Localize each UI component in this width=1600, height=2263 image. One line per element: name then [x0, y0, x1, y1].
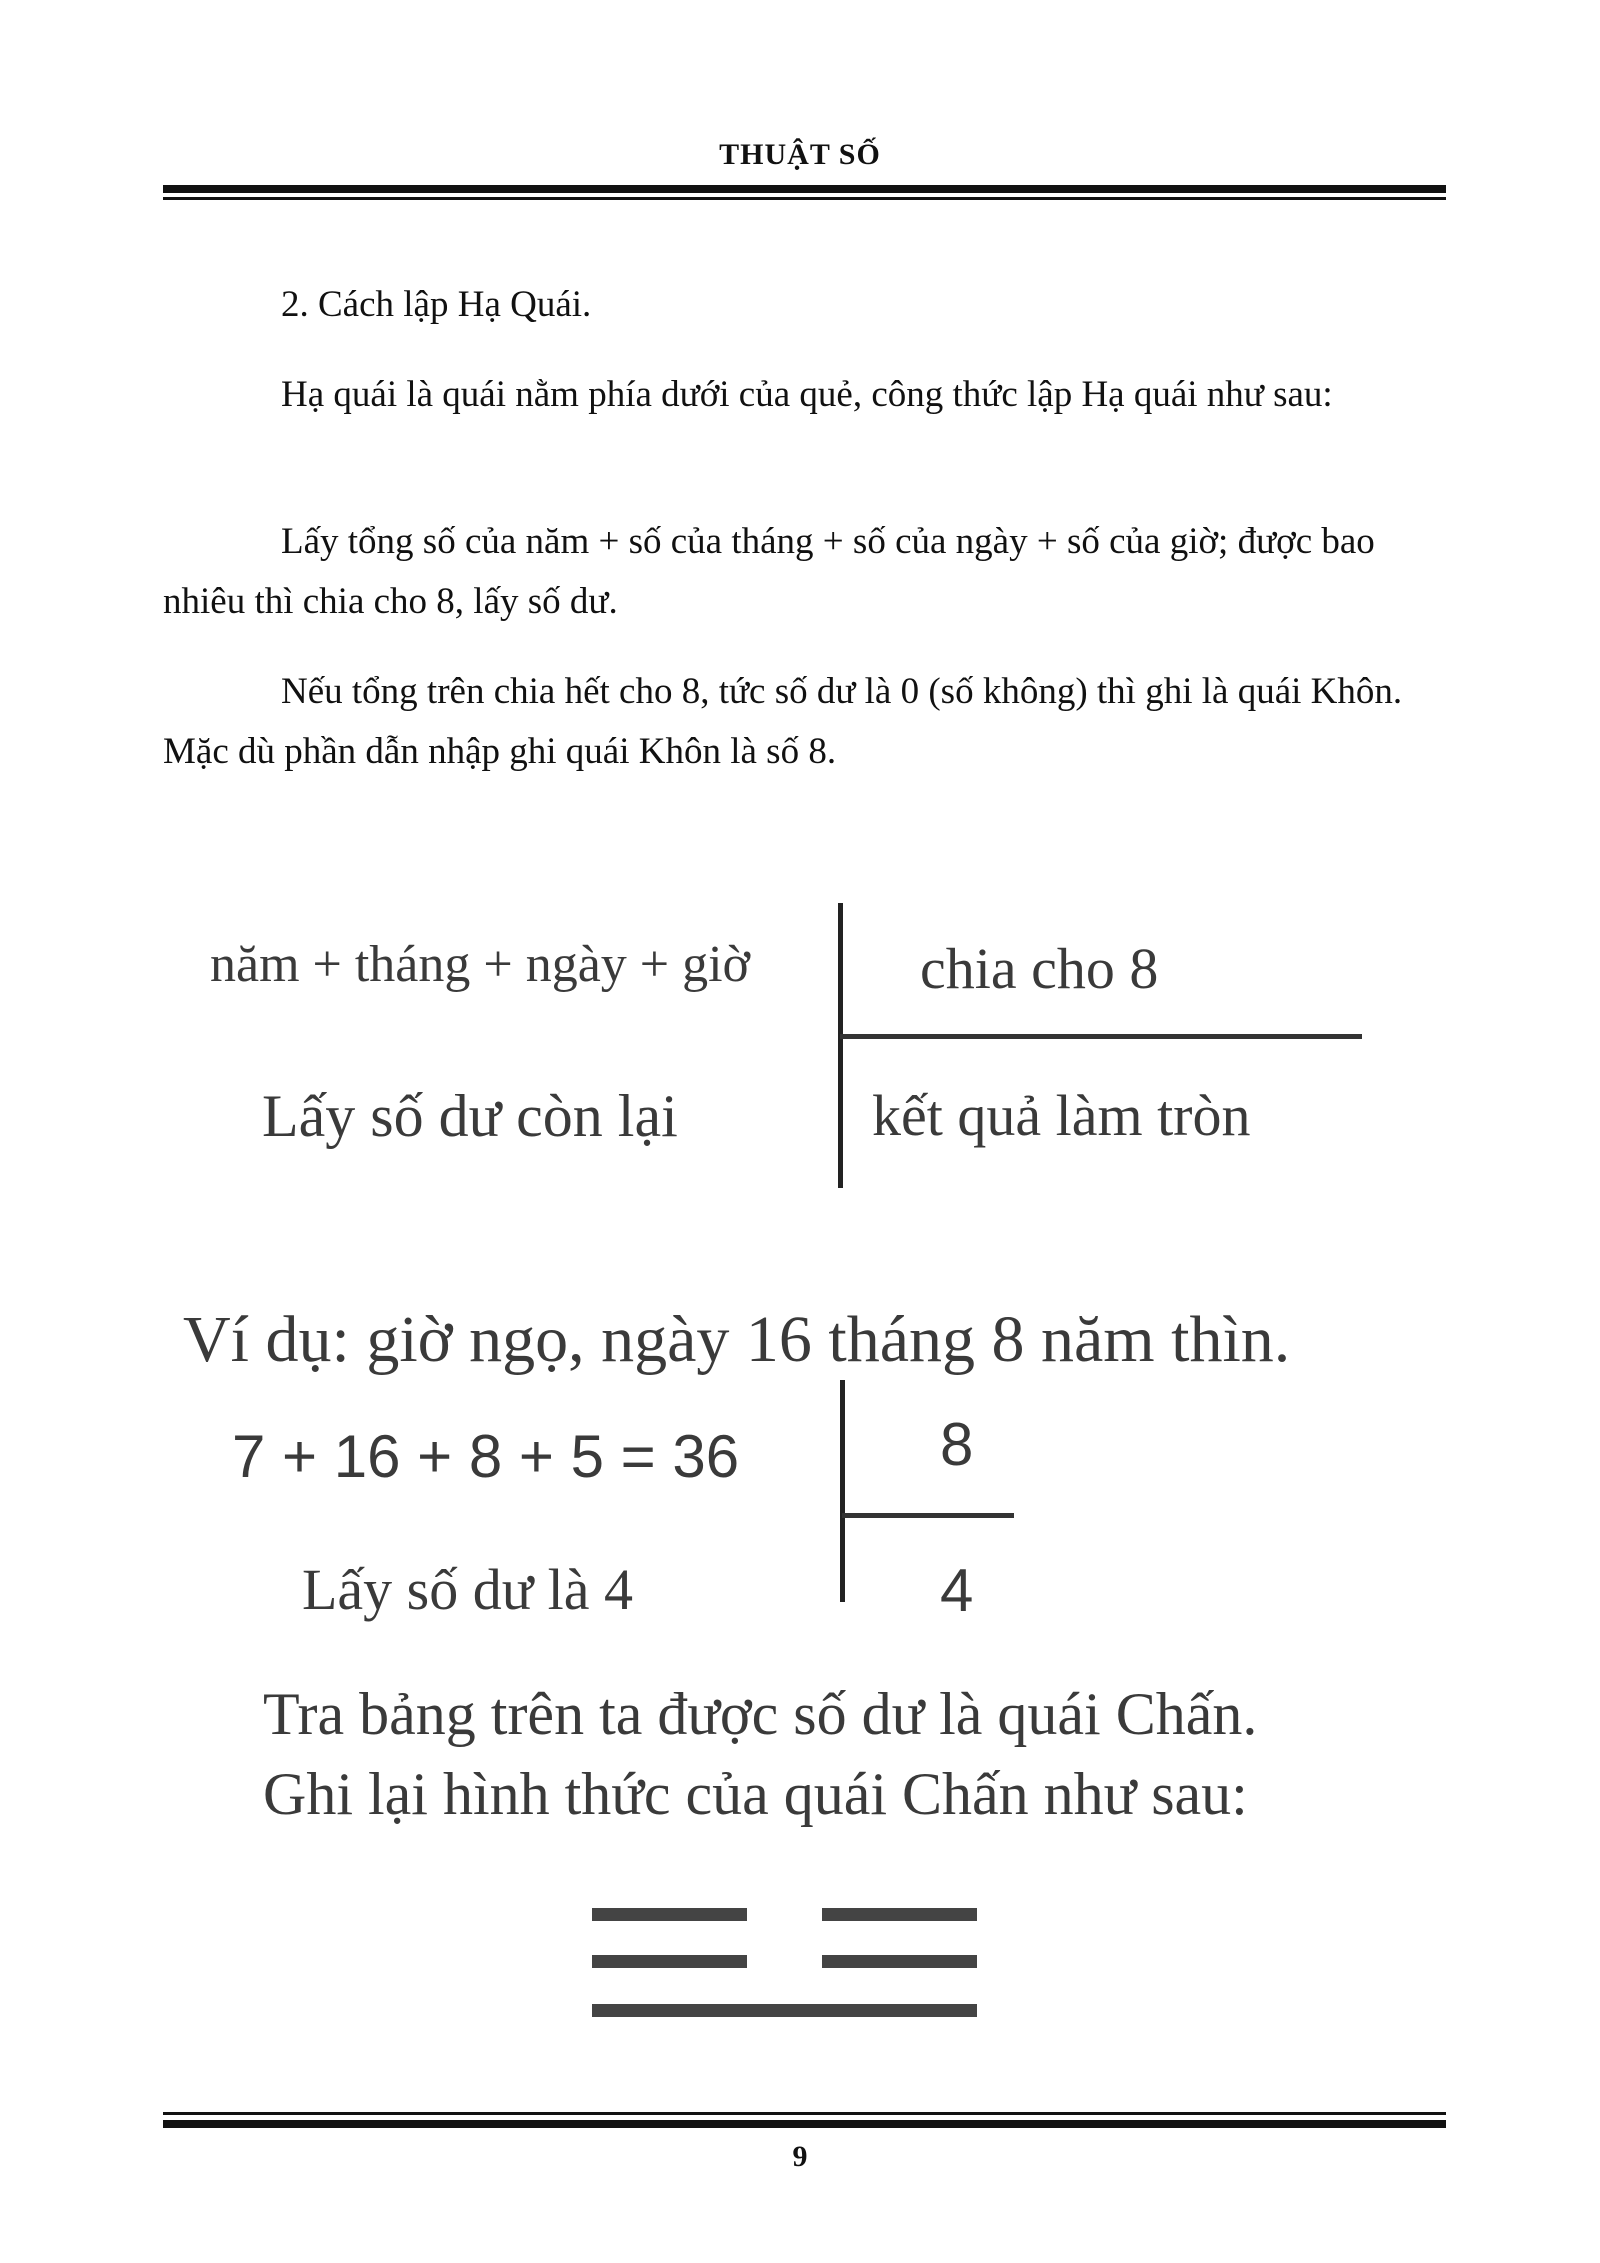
- trigram-line-3-solid: [592, 2004, 977, 2017]
- header-rule-thick: [163, 185, 1446, 193]
- example-sum: 7 + 16 + 8 + 5 = 36: [232, 1423, 740, 1490]
- example-title: Ví dụ: giờ ngọ, ngày 16 tháng 8 năm thìn.: [183, 1303, 1291, 1376]
- running-header: THUẬT SỐ: [719, 138, 881, 171]
- example-remainder-value: 4: [940, 1557, 974, 1624]
- formula-remainder: Lấy số dư còn lại: [262, 1083, 678, 1149]
- section-heading: 2. Cách lập Hạ Quái.: [281, 284, 592, 325]
- formula-dividend: năm + tháng + ngày + giờ: [210, 936, 751, 993]
- example-horizontal-line: [842, 1513, 1014, 1518]
- example-vertical-line: [840, 1380, 845, 1602]
- footer-rule-thick: [163, 2120, 1446, 2128]
- trigram-line-2-right: [822, 1955, 977, 1968]
- footer-rule-thin: [163, 2112, 1446, 2115]
- header-rule-thin: [163, 197, 1446, 200]
- trigram-line-1-left: [592, 1908, 747, 1921]
- formula-horizontal-line: [840, 1034, 1362, 1039]
- paragraph-1: Hạ quái là quái nằm phía dưới của quẻ, công thức lập Hạ quái như sau:: [281, 374, 1333, 415]
- example-divisor: 8: [940, 1411, 974, 1478]
- formula-vertical-line: [838, 903, 843, 1188]
- paragraph-3: Nếu tổng trên chia hết cho 8, tức số dư là 0 (số không) thì ghi là quái Khôn. Mặc dù phần dẫn nhập ghi quái Khôn là số 8.: [163, 671, 1403, 772]
- conclusion-line-2: Ghi lại hình thức của quái Chấn như sau:: [263, 1761, 1248, 1827]
- formula-quotient: kết quả làm tròn: [872, 1083, 1251, 1148]
- trigram-line-2-left: [592, 1955, 747, 1968]
- conclusion-line-1: Tra bảng trên ta được số dư là quái Chấn.: [263, 1681, 1258, 1747]
- page-number: 9: [792, 2140, 808, 2173]
- paragraph-2: Lấy tổng số của năm + số của tháng + số của ngày + số của giờ; được bao nhiêu thì chia cho 8, lấy số dư.: [163, 521, 1375, 622]
- formula-divisor: chia cho 8: [920, 936, 1159, 1001]
- trigram-line-1-right: [822, 1908, 977, 1921]
- example-remainder-label: Lấy số dư là 4: [302, 1557, 634, 1622]
